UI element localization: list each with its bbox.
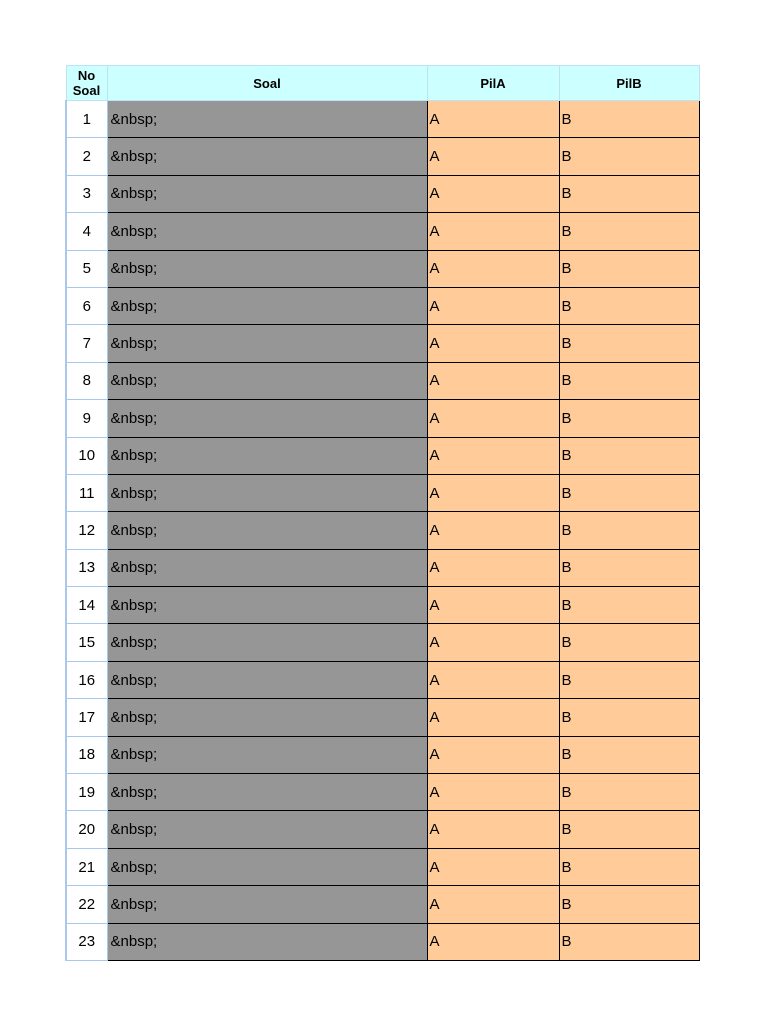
header-no-line1: No [77, 68, 96, 83]
cell-pil-a[interactable]: A [427, 923, 559, 960]
cell-pil-b[interactable]: B [559, 138, 699, 175]
cell-pil-a[interactable]: A [427, 101, 559, 138]
cell-no-soal[interactable]: 23 [66, 923, 107, 960]
cell-no-soal[interactable]: 16 [66, 661, 107, 698]
cell-soal[interactable]: &nbsp; [107, 661, 427, 698]
cell-pil-a[interactable]: A [427, 325, 559, 362]
cell-soal[interactable]: &nbsp; [107, 138, 427, 175]
header-pil-a: PilA [427, 66, 559, 101]
cell-no-soal[interactable]: 9 [66, 400, 107, 437]
cell-soal[interactable]: &nbsp; [107, 699, 427, 736]
table-row [66, 400, 699, 437]
cell-soal[interactable]: &nbsp; [107, 474, 427, 511]
cell-soal[interactable]: &nbsp; [107, 624, 427, 661]
cell-pil-a[interactable]: A [427, 848, 559, 885]
cell-no-soal[interactable]: 4 [66, 213, 107, 250]
cell-pil-b[interactable]: B [559, 923, 699, 960]
table-row [66, 512, 699, 549]
table-row [66, 624, 699, 661]
cell-soal[interactable]: &nbsp; [107, 512, 427, 549]
header-no-soal [66, 66, 107, 101]
cell-no-soal[interactable]: 12 [66, 512, 107, 549]
cell-no-soal[interactable]: 5 [66, 250, 107, 287]
table-row [66, 661, 699, 698]
cell-pil-b[interactable]: B [559, 624, 699, 661]
cell-soal[interactable]: &nbsp; [107, 923, 427, 960]
table-row [66, 287, 699, 324]
cell-no-soal[interactable]: 10 [66, 437, 107, 474]
table-row [66, 923, 699, 960]
cell-pil-a[interactable]: A [427, 886, 559, 923]
table-row [66, 848, 699, 885]
table-row [66, 362, 699, 399]
cell-no-soal[interactable]: 17 [66, 699, 107, 736]
cell-soal[interactable]: &nbsp; [107, 175, 427, 212]
cell-pil-a[interactable]: A [427, 213, 559, 250]
question-sheet [65, 65, 698, 961]
cell-no-soal[interactable]: 14 [66, 587, 107, 624]
cell-no-soal[interactable]: 22 [66, 886, 107, 923]
table-row [66, 101, 699, 138]
cell-pil-a[interactable]: A [427, 362, 559, 399]
cell-soal[interactable]: &nbsp; [107, 287, 427, 324]
table-row [66, 437, 699, 474]
cell-pil-b[interactable]: B [559, 362, 699, 399]
cell-no-soal[interactable]: 8 [66, 362, 107, 399]
cell-soal[interactable]: &nbsp; [107, 101, 427, 138]
cell-pil-a[interactable]: A [427, 474, 559, 511]
cell-soal[interactable]: &nbsp; [107, 325, 427, 362]
cell-soal[interactable]: &nbsp; [107, 213, 427, 250]
cell-pil-a[interactable]: A [427, 287, 559, 324]
cell-soal[interactable]: &nbsp; [107, 250, 427, 287]
header-soal: Soal [107, 66, 427, 101]
cell-pil-b[interactable]: B [559, 512, 699, 549]
cell-pil-a[interactable]: A [427, 774, 559, 811]
cell-soal[interactable]: &nbsp; [107, 774, 427, 811]
cell-pil-b[interactable]: B [559, 549, 699, 586]
cell-no-soal[interactable]: 13 [66, 549, 107, 586]
cell-pil-b[interactable]: B [559, 661, 699, 698]
cell-pil-a[interactable]: A [427, 400, 559, 437]
cell-no-soal[interactable]: 20 [66, 811, 107, 848]
cell-no-soal[interactable]: 21 [66, 848, 107, 885]
table-row [66, 250, 699, 287]
cell-soal[interactable]: &nbsp; [107, 362, 427, 399]
cell-no-soal[interactable]: 7 [66, 325, 107, 362]
header-row [66, 66, 699, 101]
cell-pil-b[interactable]: B [559, 474, 699, 511]
question-table [65, 65, 700, 961]
cell-pil-a[interactable]: A [427, 624, 559, 661]
table-row [66, 736, 699, 773]
cell-pil-b[interactable]: B [559, 250, 699, 287]
cell-no-soal[interactable]: 18 [66, 736, 107, 773]
cell-pil-b[interactable]: B [559, 886, 699, 923]
table-row [66, 811, 699, 848]
cell-pil-b[interactable]: B [559, 811, 699, 848]
table-row [66, 774, 699, 811]
cell-pil-a[interactable]: A [427, 250, 559, 287]
table-row [66, 325, 699, 362]
cell-no-soal[interactable]: 3 [66, 175, 107, 212]
cell-pil-b[interactable]: B [559, 437, 699, 474]
cell-no-soal[interactable]: 1 [66, 101, 107, 138]
cell-no-soal[interactable]: 15 [66, 624, 107, 661]
table-row [66, 587, 699, 624]
cell-soal[interactable]: &nbsp; [107, 811, 427, 848]
cell-pil-a[interactable]: A [427, 661, 559, 698]
cell-no-soal[interactable]: 19 [66, 774, 107, 811]
cell-pil-b[interactable]: B [559, 736, 699, 773]
cell-no-soal[interactable]: 11 [66, 474, 107, 511]
cell-soal[interactable]: &nbsp; [107, 400, 427, 437]
header-no-line2: Soal [72, 83, 101, 98]
table-row [66, 213, 699, 250]
cell-pil-b[interactable]: B [559, 587, 699, 624]
table-row [66, 886, 699, 923]
cell-soal[interactable]: &nbsp; [107, 848, 427, 885]
cell-pil-a[interactable]: A [427, 175, 559, 212]
cell-pil-a[interactable]: A [427, 549, 559, 586]
cell-pil-b[interactable]: B [559, 325, 699, 362]
cell-pil-a[interactable]: A [427, 811, 559, 848]
cell-pil-a[interactable]: A [427, 699, 559, 736]
cell-pil-a[interactable]: A [427, 512, 559, 549]
table-row [66, 474, 699, 511]
cell-soal[interactable]: &nbsp; [107, 437, 427, 474]
cell-no-soal[interactable]: 6 [66, 287, 107, 324]
cell-no-soal[interactable]: 2 [66, 138, 107, 175]
cell-pil-a[interactable]: A [427, 437, 559, 474]
cell-pil-a[interactable]: A [427, 736, 559, 773]
cell-pil-b[interactable]: B [559, 699, 699, 736]
cell-pil-b[interactable]: B [559, 101, 699, 138]
cell-pil-a[interactable]: A [427, 138, 559, 175]
cell-pil-b[interactable]: B [559, 175, 699, 212]
cell-soal[interactable]: &nbsp; [107, 549, 427, 586]
cell-soal[interactable]: &nbsp; [107, 736, 427, 773]
header-pil-b: PilB [559, 66, 699, 101]
cell-soal[interactable]: &nbsp; [107, 886, 427, 923]
cell-pil-b[interactable]: B [559, 774, 699, 811]
cell-soal[interactable]: &nbsp; [107, 587, 427, 624]
cell-pil-b[interactable]: B [559, 400, 699, 437]
cell-pil-b[interactable]: B [559, 848, 699, 885]
table-row [66, 175, 699, 212]
cell-pil-b[interactable]: B [559, 287, 699, 324]
table-row [66, 138, 699, 175]
table-row [66, 549, 699, 586]
table-row [66, 699, 699, 736]
cell-pil-a[interactable]: A [427, 587, 559, 624]
cell-pil-b[interactable]: B [559, 213, 699, 250]
